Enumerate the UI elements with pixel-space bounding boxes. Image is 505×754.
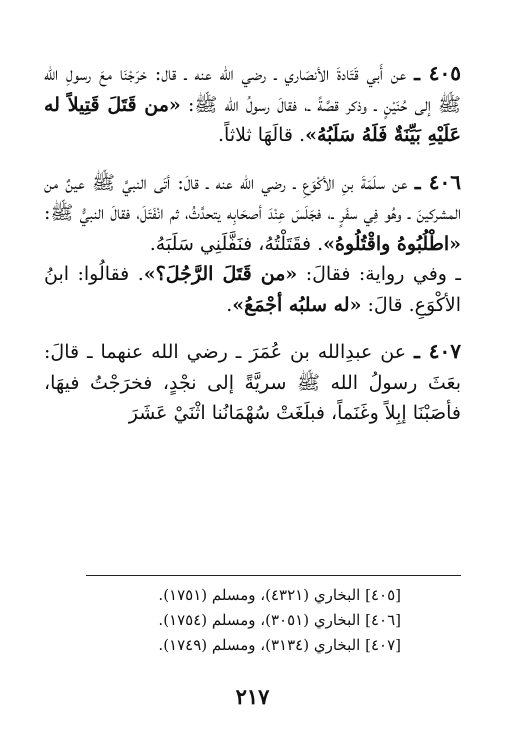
hadith-paragraph: [44, 259, 461, 320]
narration-text: . فقالُوا: ابنُ الأكْوَعِ. قالَ:: [44, 263, 461, 316]
narration-text: عن سلَمَةَ بنِ الأكْوَعِ ـ رضي الله عنه ـ قالَ: أتَى النبيَّ ﷺ عينٌ من المشركينَ ـ وهُو فِي سفَرٍ ـ، فجَلَسَ عِنْدَ أصحَابِه يتحدَّثُ، ثم انْفَتَلَ، فقالَ النبيُّ ﷺ:: [44, 171, 462, 224]
footnote-406: [٤٠٦] البخاري (٣٠٥١)، ومسلم (١٧٥٤).: [158, 611, 401, 629]
hadith-number: ٤٠٧ ـ: [414, 339, 462, 363]
hadith-paragraph: [44, 58, 461, 151]
page-number: ٢١٧: [235, 684, 270, 709]
prophetic-quote: «من قَتَلَ الرَّجُلَ؟»: [143, 263, 298, 285]
prophetic-quote: «له سلبُه أجْمَعُ»: [232, 293, 362, 316]
hadith-1: [44, 167, 461, 321]
footnotes: [158, 583, 401, 658]
footnote-separator: [86, 575, 461, 576]
narration-text: . فقَتَلْتُهُ، فنَفَّلَنِي سَلَبَهُ.: [149, 232, 324, 255]
footnote-405: [٤٠٥] البخاري (٤٣٢١)، ومسلم (١٧٥١).: [158, 586, 401, 604]
hadith-number: ٤٠٥ ـ: [414, 61, 461, 85]
hadith-2: [44, 336, 461, 429]
narration-text: عن أَبي قَتَادةَ الأنصَاري ـ رضي الله عنه ـ قال: خرَجْنَا معَ رسولِ الله ﷺ إلى حُنَيْنٍ ـ وذكر قصَّةً ـ، فقالَ رسولُ الله ﷺ:: [44, 63, 461, 116]
prophetic-quote: «اطْلُبُوهُ واقْتُلُوهُ»: [323, 232, 461, 255]
narration-text: عن عبدِالله بن عُمَرَ ـ رضي الله عنهما ـ قالَ: بعَثَ رسولُ الله ﷺ سريَّةً إلى نجْدٍ، فخرَجْتُ فيهَا، فأصَبْنَا إبِلاً وغَنَماً، فبلَغَتْ سُهْمَانُنا اثْنَيْ عَشَرَ: [44, 341, 461, 424]
hadith-paragraph: [44, 336, 461, 429]
hadith-number: ٤٠٦ ـ: [414, 169, 461, 194]
hadith-paragraph: [44, 167, 461, 260]
narration-text: .: [226, 293, 233, 316]
footnote-407: [٤٠٧] البخاري (٣١٣٤)، ومسلم (١٧٤٩).: [158, 636, 401, 654]
narration-text: . قالَهَا ثلاثاً.: [218, 124, 306, 146]
prophetic-quote: «من قَتَلَ قَتِيلاً له عَلَيْهِ بَيِّنَةٌ فَلَهُ سَلَبُهُ»: [44, 93, 461, 146]
hadith-list: [44, 58, 461, 429]
hadith-0: [44, 58, 461, 151]
narration-text: ـ وفي رواية: فقالَ:: [297, 263, 461, 285]
